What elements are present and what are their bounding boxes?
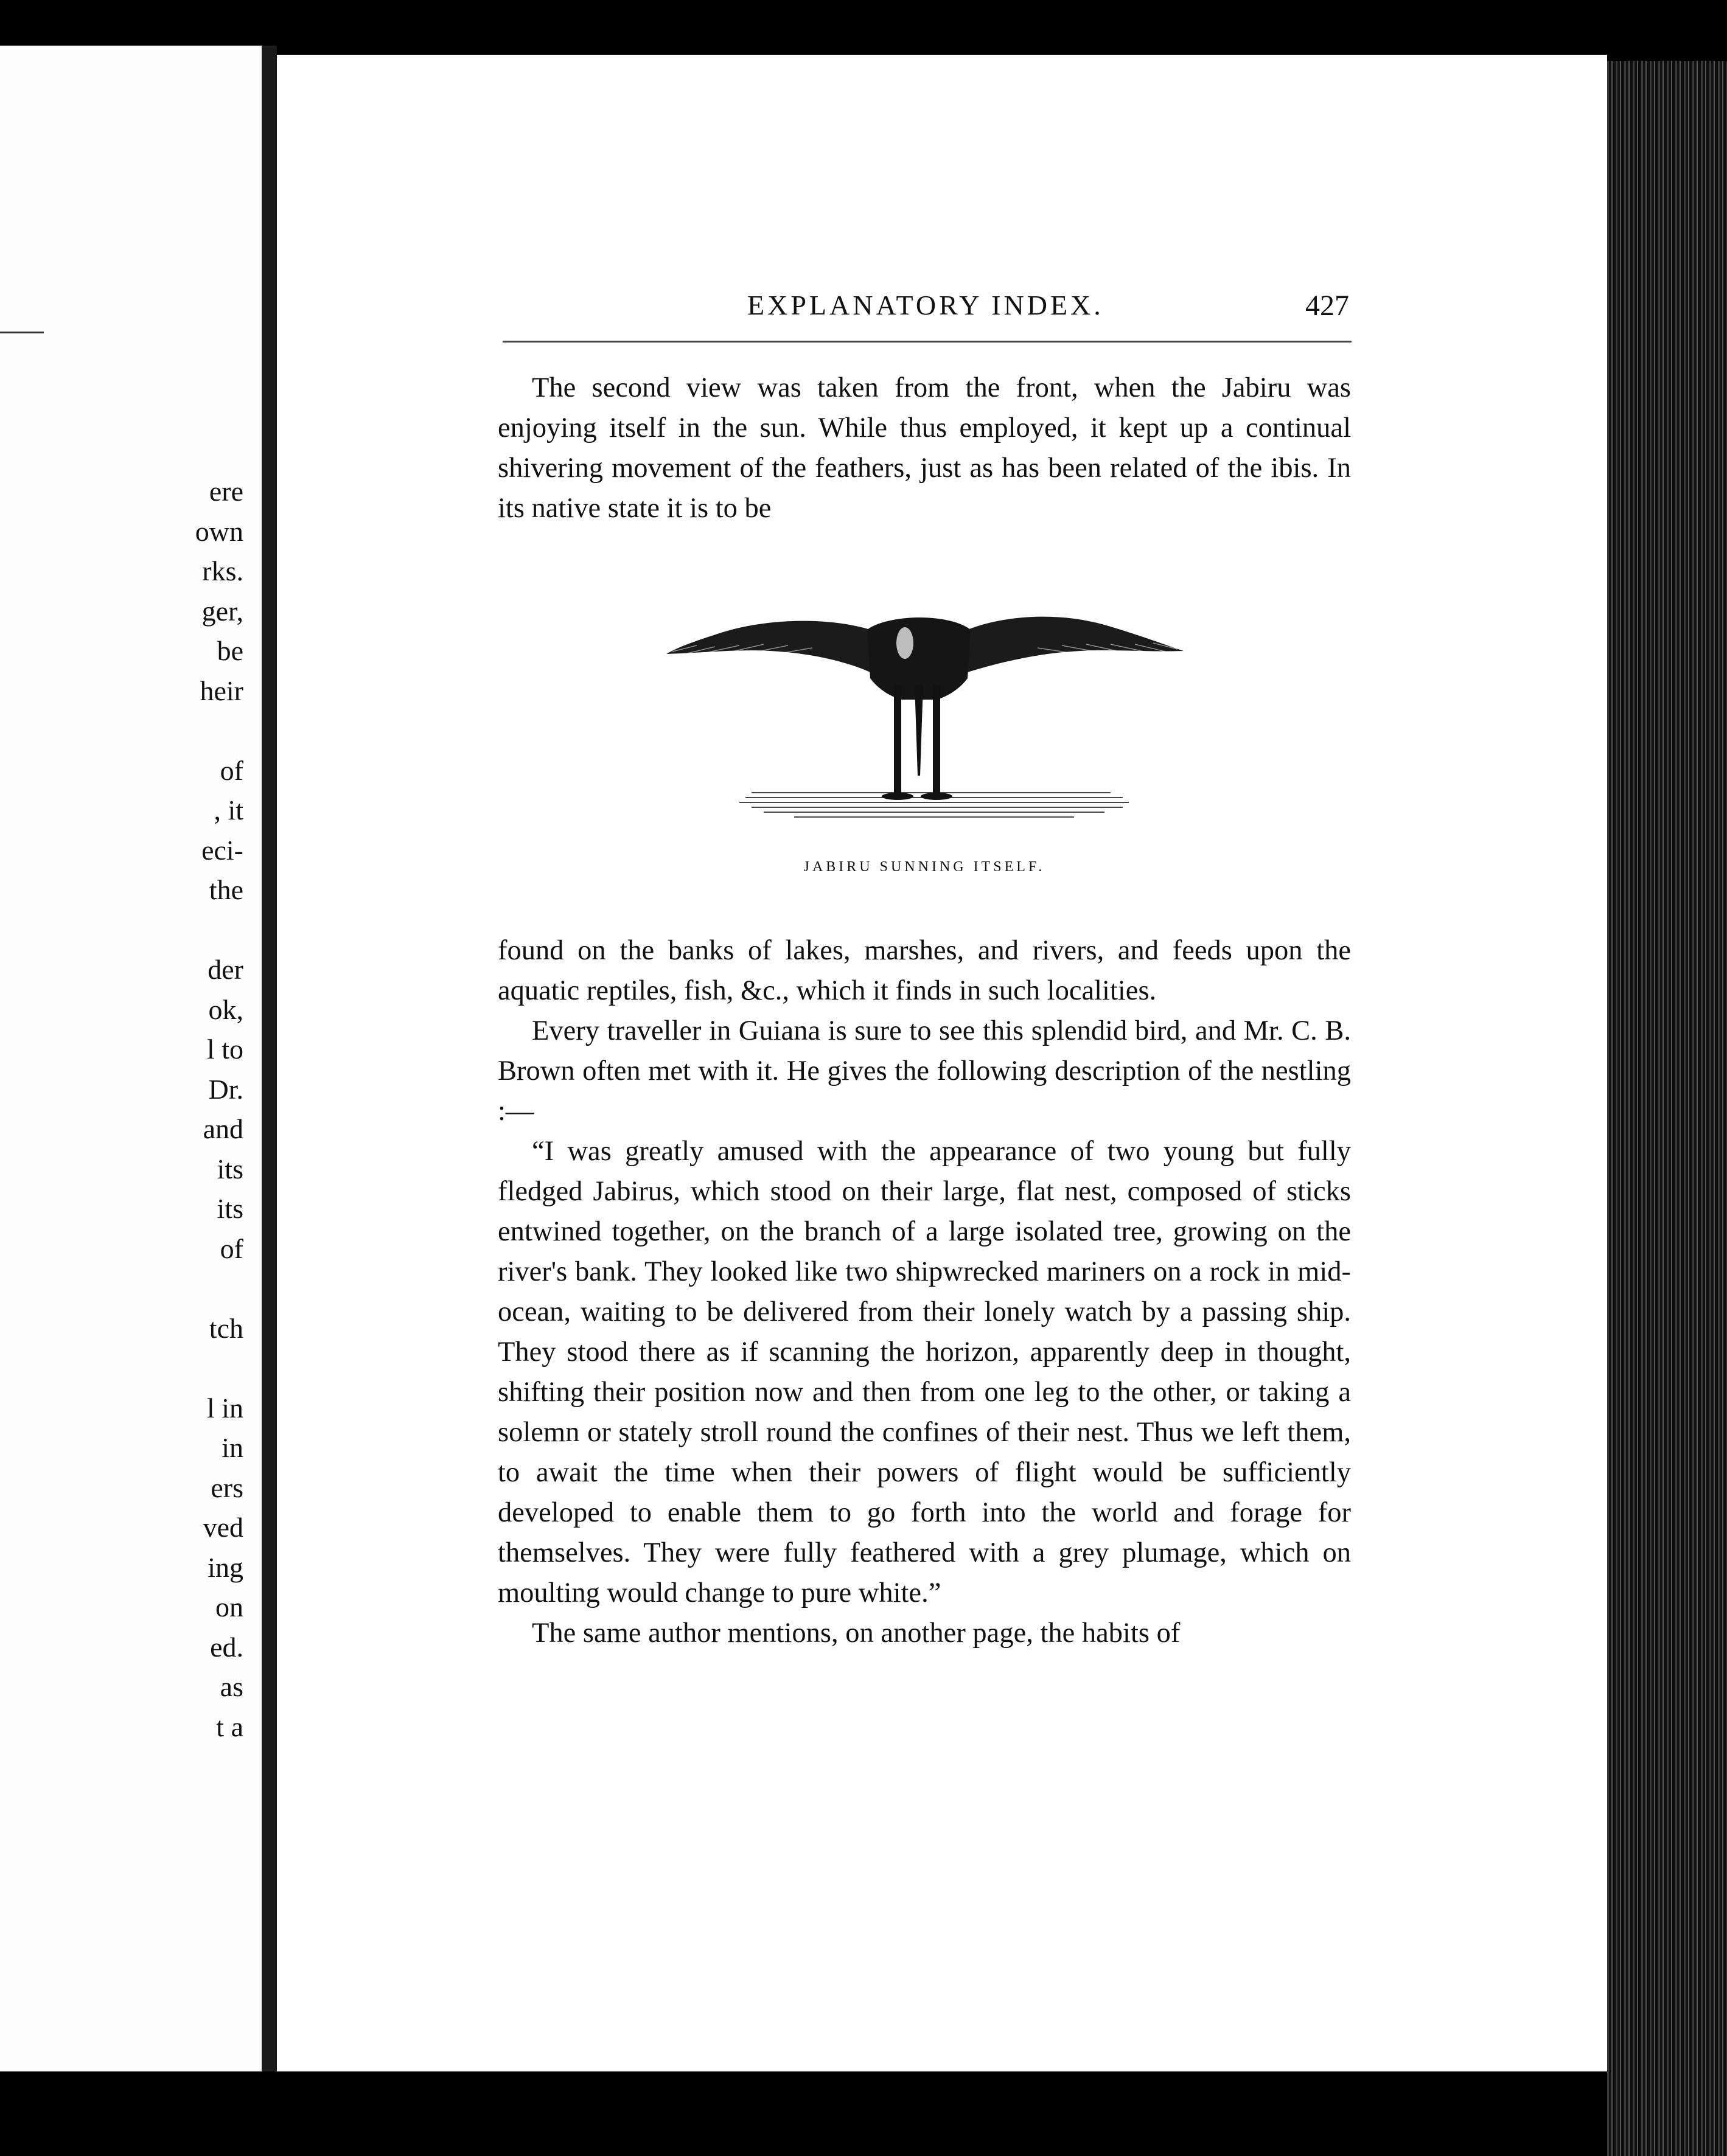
left-page-line-fragment: its — [217, 1153, 243, 1184]
left-page-line-fragment — [195, 910, 243, 950]
left-facing-page — [0, 46, 262, 2071]
left-page-text-fragments — [195, 471, 243, 1747]
left-page-line-fragment: ved — [203, 1512, 243, 1543]
header-rule — [503, 341, 1352, 343]
left-page-line-fragment: in — [222, 1432, 243, 1463]
scan-bottom-edge — [0, 2071, 1607, 2156]
left-page-line-fragment: rks. — [202, 555, 243, 586]
left-page-line-fragment: ok, — [208, 993, 243, 1025]
left-page-line-fragment — [195, 1268, 243, 1309]
left-page-line-fragment: , it — [214, 795, 243, 826]
left-page-line-fragment: Dr. — [208, 1073, 243, 1105]
left-page-line-fragment: ere — [209, 476, 243, 507]
left-page-line-fragment: of — [220, 754, 243, 786]
left-page-head-rule — [0, 332, 44, 333]
left-page-line-fragment — [195, 1348, 243, 1388]
text-block-top — [498, 368, 1351, 529]
book-gutter — [262, 46, 277, 2071]
left-page-line-fragment: on — [215, 1591, 243, 1622]
paragraph: The same author mentions, on another page, the habits of — [532, 1618, 1181, 1649]
left-leg — [894, 684, 901, 794]
left-page-line-fragment: ed. — [210, 1631, 243, 1663]
left-page-line-fragment: heir — [200, 675, 243, 706]
left-page-line-fragment — [195, 711, 243, 751]
left-page-line-fragment: der — [208, 954, 243, 985]
right-wing — [968, 617, 1184, 672]
quotation-paragraph: “I was greatly amused with the appearance of two young but fully fledged Jabirus, which stood on their large, flat nest, composed of sticks entwined together, on the branch of a large isolated tree, growing on the river's bank. They looked like two shipwrecked mariners on a rock in mid-ocean, waiting to be delivered from their lonely watch by a passing ship. They stood there as if scanning the horizon, apparently deep in thought, shifting their position now and then from one leg to the other, or taking a solemn or stately stroll round the confines of their nest. Thus we left them, to await the time when their powers of flight would be sufficiently developed to enable them to go forth into the world and forage for themselves. They were fully feathered with a grey plumage, which on moulting would change to pure white.” — [498, 1136, 1351, 1608]
left-wing — [666, 621, 870, 672]
paragraph: The second view was taken from the front, when the Jabiru was enjoying itself in the sun. While thus employed, it kept up a continual shivering movement of the feathers, just as has been related of the ibis. In its native state it is to be — [498, 372, 1351, 524]
left-page-line-fragment: ing — [208, 1551, 243, 1583]
left-page-line-fragment: eci- — [201, 834, 243, 866]
left-page-line-fragment: be — [217, 635, 243, 666]
right-leg — [933, 684, 940, 794]
left-page-line-fragment: l in — [206, 1392, 243, 1424]
left-page-line-fragment: tch — [209, 1312, 243, 1344]
left-page-line-fragment: t a — [216, 1711, 243, 1742]
left-page-line-fragment: ers — [211, 1472, 243, 1503]
figure-caption: JABIRU SUNNING ITSELF. — [803, 859, 1045, 875]
paragraph-continuation: found on the banks of lakes, marshes, and rivers, and feeds upon the aquatic reptiles, fish, &c., which it finds in such localities. — [498, 935, 1351, 1006]
left-page-line-fragment: as — [220, 1671, 243, 1702]
left-page-line-fragment: of — [220, 1233, 243, 1264]
left-page-line-fragment: ger, — [201, 595, 243, 627]
left-page-line-fragment: and — [203, 1113, 243, 1144]
left-page-line-fragment: l to — [206, 1034, 243, 1065]
text-block-bottom — [498, 931, 1351, 1654]
jabiru-illustration — [660, 593, 1190, 843]
page-number: 427 — [1305, 290, 1349, 322]
left-page-line-fragment: the — [209, 874, 243, 905]
left-page-line-fragment: own — [195, 515, 243, 547]
bird-bill — [915, 684, 923, 776]
running-head: EXPLANATORY INDEX. — [747, 290, 1104, 321]
left-page-line-fragment: its — [217, 1193, 243, 1224]
page-edges — [1607, 61, 1727, 2156]
paragraph: Every traveller in Guiana is sure to see this splendid bird, and Mr. C. B. Brown often met with it. He gives the following description of the nestling :— — [498, 1015, 1351, 1127]
